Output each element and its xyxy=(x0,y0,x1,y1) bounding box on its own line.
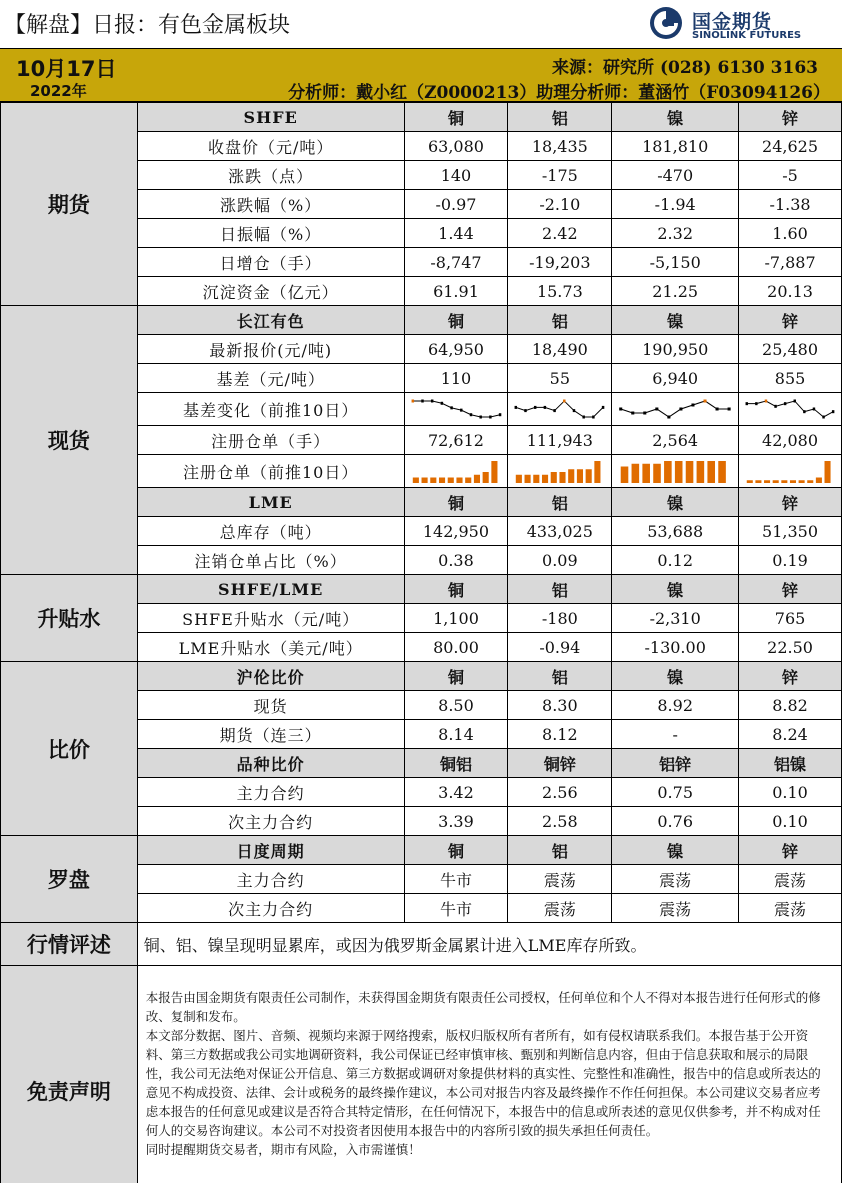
value-cell: 8.82 xyxy=(739,691,842,720)
sparkline-chart xyxy=(409,459,504,483)
value-cell: - xyxy=(612,720,739,749)
basis-sparkline xyxy=(612,393,739,426)
sparkbar-bar xyxy=(697,461,705,483)
value-cell: 2,564 xyxy=(612,426,739,455)
column-header: 铝 xyxy=(508,306,612,335)
section-compass: 罗盘 xyxy=(1,836,138,923)
row-label: 现货 xyxy=(137,691,404,720)
value-cell: -8,747 xyxy=(404,248,508,277)
sparkline-point xyxy=(704,400,707,403)
sparkline-point xyxy=(632,412,635,415)
sparkline-point xyxy=(716,408,719,411)
sparkline-point xyxy=(680,408,683,411)
logo-mark-icon xyxy=(648,5,684,41)
value-cell: 0.10 xyxy=(739,778,842,807)
sparkline-point xyxy=(668,416,671,419)
value-cell: 18,490 xyxy=(508,335,612,364)
value-cell: 2.42 xyxy=(508,219,612,248)
sparkline-point xyxy=(794,400,796,403)
value-cell: 55 xyxy=(508,364,612,393)
value-cell: 0.12 xyxy=(612,546,739,575)
section-review: 行情评述 xyxy=(1,923,138,966)
sparkbar-bar xyxy=(473,475,479,483)
column-header: 铝 xyxy=(508,488,612,517)
sparkbar-bar xyxy=(491,461,497,483)
sparkline-point xyxy=(554,409,556,412)
column-header: 铜 xyxy=(404,103,508,132)
sparkbar-bar xyxy=(516,475,522,483)
sparkbar-bar xyxy=(708,461,716,483)
sparkbar-bar xyxy=(577,469,583,483)
row-label: 次主力合约 xyxy=(137,894,404,923)
value-cell: 8.24 xyxy=(739,720,842,749)
sparkline-point xyxy=(460,409,462,412)
sparkbar-bar xyxy=(586,469,592,483)
sparkbar-bar xyxy=(664,461,672,483)
value-cell: 0.09 xyxy=(508,546,612,575)
source-contact: 来源：研究所 (028) 6130 3163 xyxy=(552,58,818,78)
value-cell: 72,612 xyxy=(404,426,508,455)
sparkbar-bar xyxy=(595,461,601,483)
value-cell: 牛市 xyxy=(404,865,508,894)
sparkbar-bar xyxy=(654,464,662,483)
warrant-sparkbar xyxy=(612,455,739,488)
value-cell: 震荡 xyxy=(739,865,842,894)
section-spot: 现货 xyxy=(1,306,138,575)
value-cell: -2,310 xyxy=(612,604,739,633)
column-header: 镍 xyxy=(612,306,739,335)
value-cell: 0.38 xyxy=(404,546,508,575)
sparkline-chart xyxy=(409,397,504,421)
sparkline-chart xyxy=(616,397,734,421)
column-header: 铜锌 xyxy=(508,749,612,778)
column-header: 锌 xyxy=(739,103,842,132)
column-header: 镍 xyxy=(612,662,739,691)
value-cell: 震荡 xyxy=(508,894,612,923)
column-header: 铝 xyxy=(508,575,612,604)
sparkline-point xyxy=(430,400,432,403)
value-cell: 3.42 xyxy=(404,778,508,807)
value-cell: 8.50 xyxy=(404,691,508,720)
value-cell: -5 xyxy=(739,161,842,190)
sparkline-point xyxy=(573,409,575,412)
sparkbar-bar xyxy=(686,461,694,483)
sparkline-chart xyxy=(743,397,837,421)
sparkbar-bar xyxy=(643,464,651,483)
value-cell: 震荡 xyxy=(508,865,612,894)
review-row xyxy=(1,923,842,966)
value-cell: 6,940 xyxy=(612,364,739,393)
sparkline-path xyxy=(412,401,499,417)
basis-sparkline xyxy=(508,393,612,426)
value-cell: -19,203 xyxy=(508,248,612,277)
column-header: 铜 xyxy=(404,662,508,691)
sparkbar-bar xyxy=(456,478,462,484)
analyst-line: 分析师：戴小红（Z0000213）助理分析师：董涵竹（F03094126） xyxy=(288,83,830,103)
sparkline-point xyxy=(832,410,834,413)
value-cell: -0.97 xyxy=(404,190,508,219)
sparkline-path xyxy=(747,401,833,417)
sparkbar-bar xyxy=(807,480,813,483)
value-cell: 0.10 xyxy=(739,807,842,836)
value-cell: 牛市 xyxy=(404,894,508,923)
value-cell: 2.58 xyxy=(508,807,612,836)
logo-en: SINOLINK FUTURES xyxy=(692,30,802,41)
row-label: 主力合约 xyxy=(137,778,404,807)
row-label: 涨跌幅（%） xyxy=(137,190,404,219)
sparkline-point xyxy=(593,416,595,419)
futures-header-row xyxy=(1,103,842,132)
row-label: 基差变化（前推10日） xyxy=(137,393,404,426)
sparkline-point xyxy=(440,402,442,405)
sparkline-point xyxy=(421,400,423,403)
value-cell: 8.12 xyxy=(508,720,612,749)
report-title: 【解盘】日报：有色金属板块 xyxy=(4,13,291,38)
review-text: 铜、铝、镍呈现明显累库，或因为俄罗斯金属累计进入LME库存所致。 xyxy=(137,923,841,966)
value-cell: 53,688 xyxy=(612,517,739,546)
premium-header-row xyxy=(1,575,842,604)
value-cell: 63,080 xyxy=(404,132,508,161)
metals-table xyxy=(0,102,842,1183)
row-label: LME升贴水（美元/吨） xyxy=(137,633,404,662)
disclaimer-paragraph: 同时提醒期货交易者，期市有风险，入市需谨慎！ xyxy=(145,1142,421,1157)
sparkline-point xyxy=(411,400,413,403)
sparkline-chart xyxy=(616,459,734,483)
value-cell: 765 xyxy=(739,604,842,633)
sparkline-point xyxy=(583,416,585,419)
value-cell: -2.10 xyxy=(508,190,612,219)
compass-header-row xyxy=(1,836,842,865)
disclaimer-paragraph: 本文部分数据、图片、音频、视频均来源于网络搜索，版权归版权所有者所有，如有侵权请联系我们。本报告基于公开资料、第三方数据或我公司实地调研资料，我公司保证已经审慎审核、甄别和判断信息内容，但由于信息获取和展示的局限性，我公司无法绝对保证公开信息、第三方数据或调研对象提供材料的真实性、完整性和准确性，报告中的信息或所表达的意见不构成投资、法律、会计或税务的最终操作建议，本公司对报告内容及最终操作不作任何担保。本公司建议交易者应考虑本报告的任何意见或建议是否符合其特定情形，在任何情况下，本报告中的信息或所表述的意见仅供参考，并不构成对任何人的交易咨询建议。本公司不对投资者因使用本报告中的内容所引致的损失承担任何责任。 xyxy=(145,1028,821,1138)
value-cell: 22.50 xyxy=(739,633,842,662)
value-cell: 24,625 xyxy=(739,132,842,161)
value-cell: 1.44 xyxy=(404,219,508,248)
value-cell: 0.76 xyxy=(612,807,739,836)
row-label: 期货（连三） xyxy=(137,720,404,749)
section-ratio: 比价 xyxy=(1,662,138,836)
sparkbar-bar xyxy=(430,478,436,484)
sparkbar-bar xyxy=(569,469,575,483)
section-futures: 期货 xyxy=(1,103,138,306)
logo-cn: 国金期货 xyxy=(692,11,773,33)
row-label: 注册仓单（手） xyxy=(137,426,404,455)
report-header xyxy=(0,0,842,48)
value-cell: 181,810 xyxy=(612,132,739,161)
value-cell: 855 xyxy=(739,364,842,393)
column-header: 镍 xyxy=(612,575,739,604)
column-header: 镍 xyxy=(612,103,739,132)
disclaimer-text xyxy=(137,966,841,1183)
sparkbar-bar xyxy=(764,480,770,483)
sparkline-point xyxy=(644,412,647,415)
sparkbar-bar xyxy=(825,461,831,483)
sparkbar-bar xyxy=(781,480,787,483)
sparkline-point xyxy=(544,406,546,409)
sparkbar-bar xyxy=(542,475,548,483)
value-cell: 80.00 xyxy=(404,633,508,662)
column-header: 锌 xyxy=(739,488,842,517)
column-header: 铝 xyxy=(508,662,612,691)
sparkline-point xyxy=(728,408,731,411)
section-header-label: 沪伦比价 xyxy=(137,662,404,691)
section-header-label: 长江有色 xyxy=(137,306,404,335)
value-cell: 142,950 xyxy=(404,517,508,546)
sparkbar-bar xyxy=(412,478,418,484)
column-header: 铜铝 xyxy=(404,749,508,778)
column-header: 镍 xyxy=(612,488,739,517)
sparkline-point xyxy=(515,406,517,409)
column-header: 铜 xyxy=(404,575,508,604)
report-year: 2022年 xyxy=(30,82,87,100)
row-label: SHFE升贴水（元/吨） xyxy=(137,604,404,633)
sparkline-point xyxy=(479,416,481,419)
value-cell: -0.94 xyxy=(508,633,612,662)
sparkbar-bar xyxy=(447,478,453,484)
sparkbar-bar xyxy=(719,461,727,483)
value-cell: -1.94 xyxy=(612,190,739,219)
value-cell: 433,025 xyxy=(508,517,612,546)
row-label: 涨跌（点） xyxy=(137,161,404,190)
spot-header-row xyxy=(1,306,842,335)
value-cell: 1.60 xyxy=(739,219,842,248)
sparkbar-bar xyxy=(675,461,683,483)
value-cell: 111,943 xyxy=(508,426,612,455)
sparkline-point xyxy=(498,413,500,416)
column-header: 铜 xyxy=(404,836,508,865)
warrant-sparkbar xyxy=(404,455,508,488)
section-premium: 升贴水 xyxy=(1,575,138,662)
value-cell: 51,350 xyxy=(739,517,842,546)
value-cell: 8.92 xyxy=(612,691,739,720)
value-cell: -5,150 xyxy=(612,248,739,277)
sparkline-point xyxy=(784,402,786,405)
ratio-header-row xyxy=(1,662,842,691)
value-cell: -180 xyxy=(508,604,612,633)
sparkline-point xyxy=(774,405,776,408)
basis-sparkline xyxy=(739,393,842,426)
sparkline-chart xyxy=(512,397,607,421)
column-header: 锌 xyxy=(739,306,842,335)
warrant-sparkbar xyxy=(508,455,612,488)
column-header: 铝镍 xyxy=(739,749,842,778)
disclaimer-paragraph: 本报告由国金期货有限责任公司制作，未获得国金期货有限责任公司授权，任何单位和个人不得对本报告进行任何形式的修改、复制和发布。 xyxy=(145,990,821,1024)
section-header-label: 品种比价 xyxy=(137,749,404,778)
section-header-label: 日度周期 xyxy=(137,836,404,865)
row-label: 注销仓单占比（%） xyxy=(137,546,404,575)
column-header: 铜 xyxy=(404,306,508,335)
sparkline-chart xyxy=(743,459,837,483)
sparkline-path xyxy=(516,401,603,417)
sparkline-point xyxy=(765,400,767,403)
value-cell: 1,100 xyxy=(404,604,508,633)
sparkline-point xyxy=(803,410,805,413)
row-label: 日增仓（手） xyxy=(137,248,404,277)
value-cell: -175 xyxy=(508,161,612,190)
sparkbar-bar xyxy=(465,478,471,484)
sparkline-point xyxy=(692,404,695,407)
sparkline-point xyxy=(489,416,491,419)
column-header: 铝 xyxy=(508,103,612,132)
value-cell: 21.25 xyxy=(612,277,739,306)
sparkbar-bar xyxy=(439,478,445,484)
warrant-sparkbar xyxy=(739,455,842,488)
value-cell: 0.75 xyxy=(612,778,739,807)
value-cell: 140 xyxy=(404,161,508,190)
value-cell: 190,950 xyxy=(612,335,739,364)
sparkline-point xyxy=(755,402,757,405)
sparkbar-bar xyxy=(799,480,805,483)
sparkbar-bar xyxy=(551,472,557,483)
sparkbar-bar xyxy=(525,475,531,483)
sparkline-chart xyxy=(512,459,607,483)
disclaimer-row xyxy=(1,966,842,1183)
row-label: 基差（元/吨） xyxy=(137,364,404,393)
row-label: 注册仓单（前推10日） xyxy=(137,455,404,488)
value-cell: 震荡 xyxy=(612,894,739,923)
sparkbar-bar xyxy=(755,480,761,483)
column-header: 锌 xyxy=(739,575,842,604)
sparkbar-bar xyxy=(747,480,753,483)
basis-sparkline xyxy=(404,393,508,426)
section-disclaimer: 免责声明 xyxy=(1,966,138,1183)
column-header: 锌 xyxy=(739,662,842,691)
column-header: 铝锌 xyxy=(612,749,739,778)
row-label: 收盘价（元/吨） xyxy=(137,132,404,161)
value-cell: 18,435 xyxy=(508,132,612,161)
value-cell: 8.30 xyxy=(508,691,612,720)
sparkbar-bar xyxy=(482,472,488,483)
value-cell: 61.91 xyxy=(404,277,508,306)
sparkbar-bar xyxy=(790,480,796,483)
value-cell: -470 xyxy=(612,161,739,190)
value-cell: -7,887 xyxy=(739,248,842,277)
sparkline-point xyxy=(534,406,536,409)
column-header: 铝 xyxy=(508,836,612,865)
sparkline-point xyxy=(656,408,659,411)
row-label: 次主力合约 xyxy=(137,807,404,836)
section-header-label: SHFE xyxy=(137,103,404,132)
value-cell: 0.19 xyxy=(739,546,842,575)
value-cell: 42,080 xyxy=(739,426,842,455)
column-header: 锌 xyxy=(739,836,842,865)
value-cell: 64,950 xyxy=(404,335,508,364)
row-label: 沉淀资金（亿元） xyxy=(137,277,404,306)
sparkbar-bar xyxy=(816,478,822,484)
sparkline-point xyxy=(746,402,748,405)
company-logo xyxy=(648,5,838,45)
value-cell: -130.00 xyxy=(612,633,739,662)
column-header: 铜 xyxy=(404,488,508,517)
sparkline-point xyxy=(619,408,622,411)
value-cell: 15.73 xyxy=(508,277,612,306)
value-cell: 2.32 xyxy=(612,219,739,248)
sparkline-point xyxy=(450,406,452,409)
row-label: 总库存（吨） xyxy=(137,517,404,546)
row-label: 日振幅（%） xyxy=(137,219,404,248)
value-cell: 3.39 xyxy=(404,807,508,836)
value-cell: -1.38 xyxy=(739,190,842,219)
sparkbar-bar xyxy=(632,464,640,483)
value-cell: 震荡 xyxy=(739,894,842,923)
sparkline-path xyxy=(621,401,729,417)
info-band xyxy=(0,48,842,102)
sparkline-point xyxy=(525,409,527,412)
sparkbar-bar xyxy=(421,478,427,484)
sparkline-point xyxy=(602,406,604,409)
sparkbar-bar xyxy=(773,480,779,483)
row-label: 最新报价(元/吨) xyxy=(137,335,404,364)
sparkbar-bar xyxy=(534,475,540,483)
section-header-label: SHFE/LME xyxy=(137,575,404,604)
sparkline-point xyxy=(813,408,815,411)
value-cell: 2.56 xyxy=(508,778,612,807)
sparkline-point xyxy=(563,400,565,403)
value-cell: 110 xyxy=(404,364,508,393)
value-cell: 20.13 xyxy=(739,277,842,306)
column-header: 镍 xyxy=(612,836,739,865)
sparkbar-bar xyxy=(621,467,629,484)
report-date: 10月17日 xyxy=(16,57,117,81)
value-cell: 8.14 xyxy=(404,720,508,749)
sparkbar-bar xyxy=(560,472,566,483)
row-label: 主力合约 xyxy=(137,865,404,894)
value-cell: 震荡 xyxy=(612,865,739,894)
sparkline-point xyxy=(822,416,824,419)
section-header-label: LME xyxy=(137,488,404,517)
value-cell: 25,480 xyxy=(739,335,842,364)
sparkline-point xyxy=(469,413,471,416)
